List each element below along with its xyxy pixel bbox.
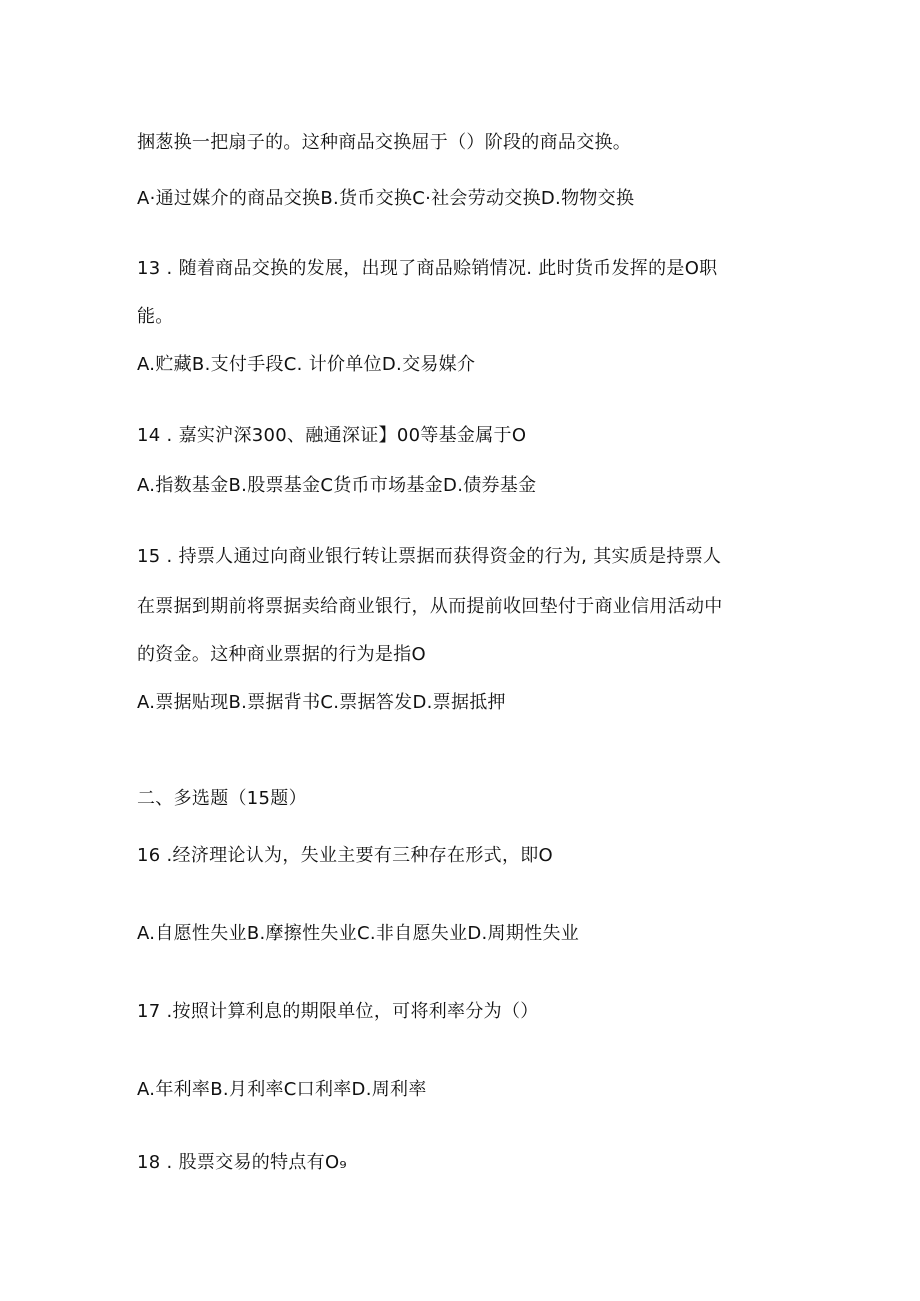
question-15-stem-continued: 在票据到期前将票据卖给商业银行，从而提前收回垫付于商业信用活动中 bbox=[137, 596, 723, 617]
question-14-stem: 14 . 嘉实沪深300、融通深证】00等基金属于O bbox=[137, 425, 527, 446]
question-18-stem: 18 . 股票交易的特点有O₉ bbox=[137, 1152, 347, 1173]
question-12-stem-end: 捆葱换一把扇子的。这种商品交换屈于（）阶段的商品交换。 bbox=[137, 132, 632, 153]
question-12-options: A·通过媒介的商品交换B.货币交换C·社会劳动交换D.物物交换 bbox=[137, 188, 635, 209]
question-14-options: A.指数基金B.股票基金C货币市场基金D.债券基金 bbox=[137, 475, 537, 496]
question-16-stem: 16 .经济理论认为，失业主要有三种存在形式，即O bbox=[137, 845, 554, 866]
question-15-stem-end: 的资金。这种商业票据的行为是指O bbox=[137, 644, 426, 665]
question-17-options: A.年利率B.月利率C口利率D.周利率 bbox=[137, 1079, 427, 1100]
question-13-stem-continued: 能。 bbox=[137, 306, 174, 327]
question-13-options: A.贮藏B.支付手段C. 计价单位D.交易媒介 bbox=[137, 354, 476, 375]
question-17-stem: 17 .按照计算利息的期限单位，可将利率分为（） bbox=[137, 1001, 539, 1022]
question-15-stem: 15 . 持票人通过向商业银行转让票据而获得资金的行为, 其实质是持票人 bbox=[137, 546, 722, 567]
question-15-options: A.票据贴现B.票据背书C.票据答发D.票据抵押 bbox=[137, 692, 506, 713]
section-heading-multiple-choice: 二、多选题（15题） bbox=[137, 788, 307, 809]
question-16-options: A.自愿性失业B.摩擦性失业C.非自愿失业D.周期性失业 bbox=[137, 923, 580, 944]
question-13-stem: 13 . 随着商品交换的发展，出现了商品赊销情况. 此时货币发挥的是O职 bbox=[137, 258, 718, 279]
